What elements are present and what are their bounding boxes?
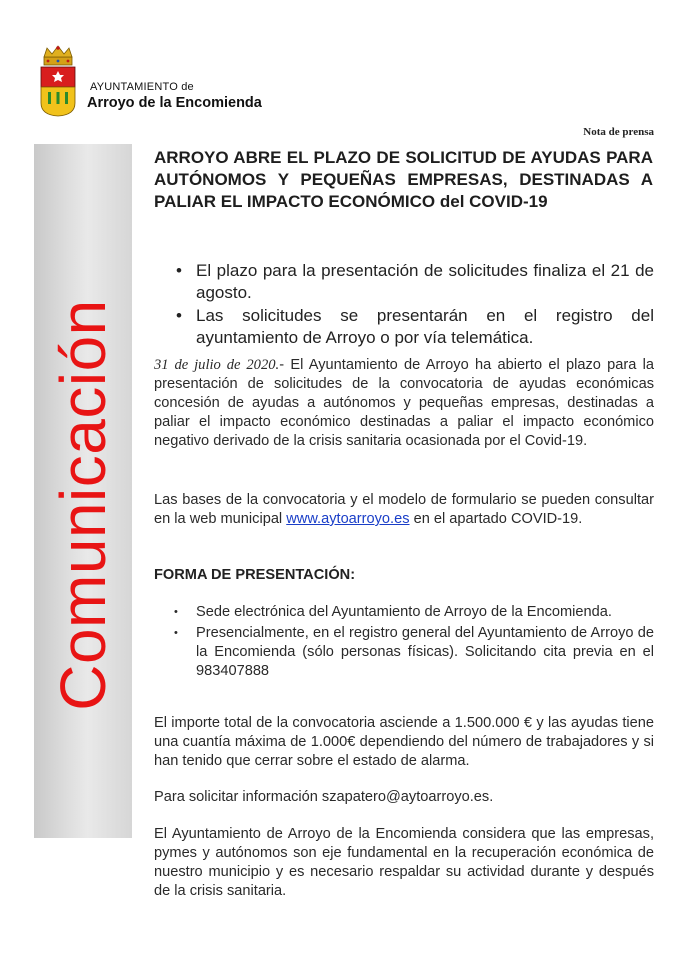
press-release-title: ARROYO ABRE EL PLAZO DE SOLICITUD DE AYUDAS PARA AUTÓNOMOS Y PEQUEÑAS EMPRESAS, DESTINADAS A PALIAR EL IMPACTO ECONÓMICO del COVID-19 bbox=[154, 148, 653, 211]
bases-text-after: en el apartado COVID-19. bbox=[409, 511, 583, 527]
bases-paragraph bbox=[154, 491, 654, 529]
org-name: Arroyo de la Encomienda bbox=[87, 95, 262, 111]
intro-text: - El Ayuntamiento de Arroyo ha abierto el plazo para la presentación de solicitudes de la convocatoria de ayudas económicas concesión de ayudas a autónomos y pequeñas empresas, destinadas a paliar el impacto económico destinadas a paliar el impacto económico negativo derivado de la crisis sanitaria ocasionada por el Covid-19. bbox=[154, 357, 654, 449]
org-name-prefix: AYUNTAMIENTO de bbox=[90, 81, 194, 93]
release-date: 31 de julio de 2020. bbox=[154, 357, 280, 373]
bases-text-before: Las bases de la convocatoria y el modelo de formulario se pueden consultar en la web municipal bbox=[154, 492, 654, 527]
side-label bbox=[34, 144, 132, 838]
forma-list bbox=[174, 603, 654, 683]
highlight-item: • Las solicitudes se presentarán en el registro del ayuntamiento de Arroyo o por vía telemática. bbox=[176, 305, 654, 349]
forma-item: • Presencialmente, en el registro general del Ayuntamiento de Arroyo de la Encomienda (sólo personas físicas). Solicitando cita previa en el 983407888 bbox=[174, 624, 654, 681]
closing-paragraph: El Ayuntamiento de Arroyo de la Encomienda considera que las empresas, pymes y autónomos son eje fundamental en la recuperación económica de nuestro municipio y es necesario respaldar su actividad durante y después de la crisis sanitaria. bbox=[154, 826, 654, 899]
intro-paragraph bbox=[154, 356, 654, 451]
highlights-list bbox=[176, 260, 654, 350]
highlight-item: • El plazo para la presentación de solicitudes finaliza el 21 de agosto. bbox=[176, 260, 654, 304]
forma-heading: FORMA DE PRESENTACIÓN: bbox=[154, 567, 356, 583]
document-type: Nota de prensa bbox=[583, 126, 654, 138]
municipal-website-link[interactable]: www.aytoarroyo.es bbox=[286, 511, 410, 527]
forma-item: • Sede electrónica del Ayuntamiento de Arroyo de la Encomienda. bbox=[174, 603, 654, 622]
municipal-header bbox=[38, 45, 298, 120]
coat-of-arms-icon bbox=[38, 45, 78, 117]
importe-paragraph: El importe total de la convocatoria asciende a 1.500.000 € y las ayudas tiene una cuantía máxima de 1.000€ dependiendo del número de trabajadores y si han tenido que cerrar sobre el estado de alarma. bbox=[154, 715, 654, 769]
contact-paragraph: Para solicitar información szapatero@aytoarroyo.es. bbox=[154, 789, 494, 805]
side-label-text: Comunicación bbox=[47, 299, 119, 711]
